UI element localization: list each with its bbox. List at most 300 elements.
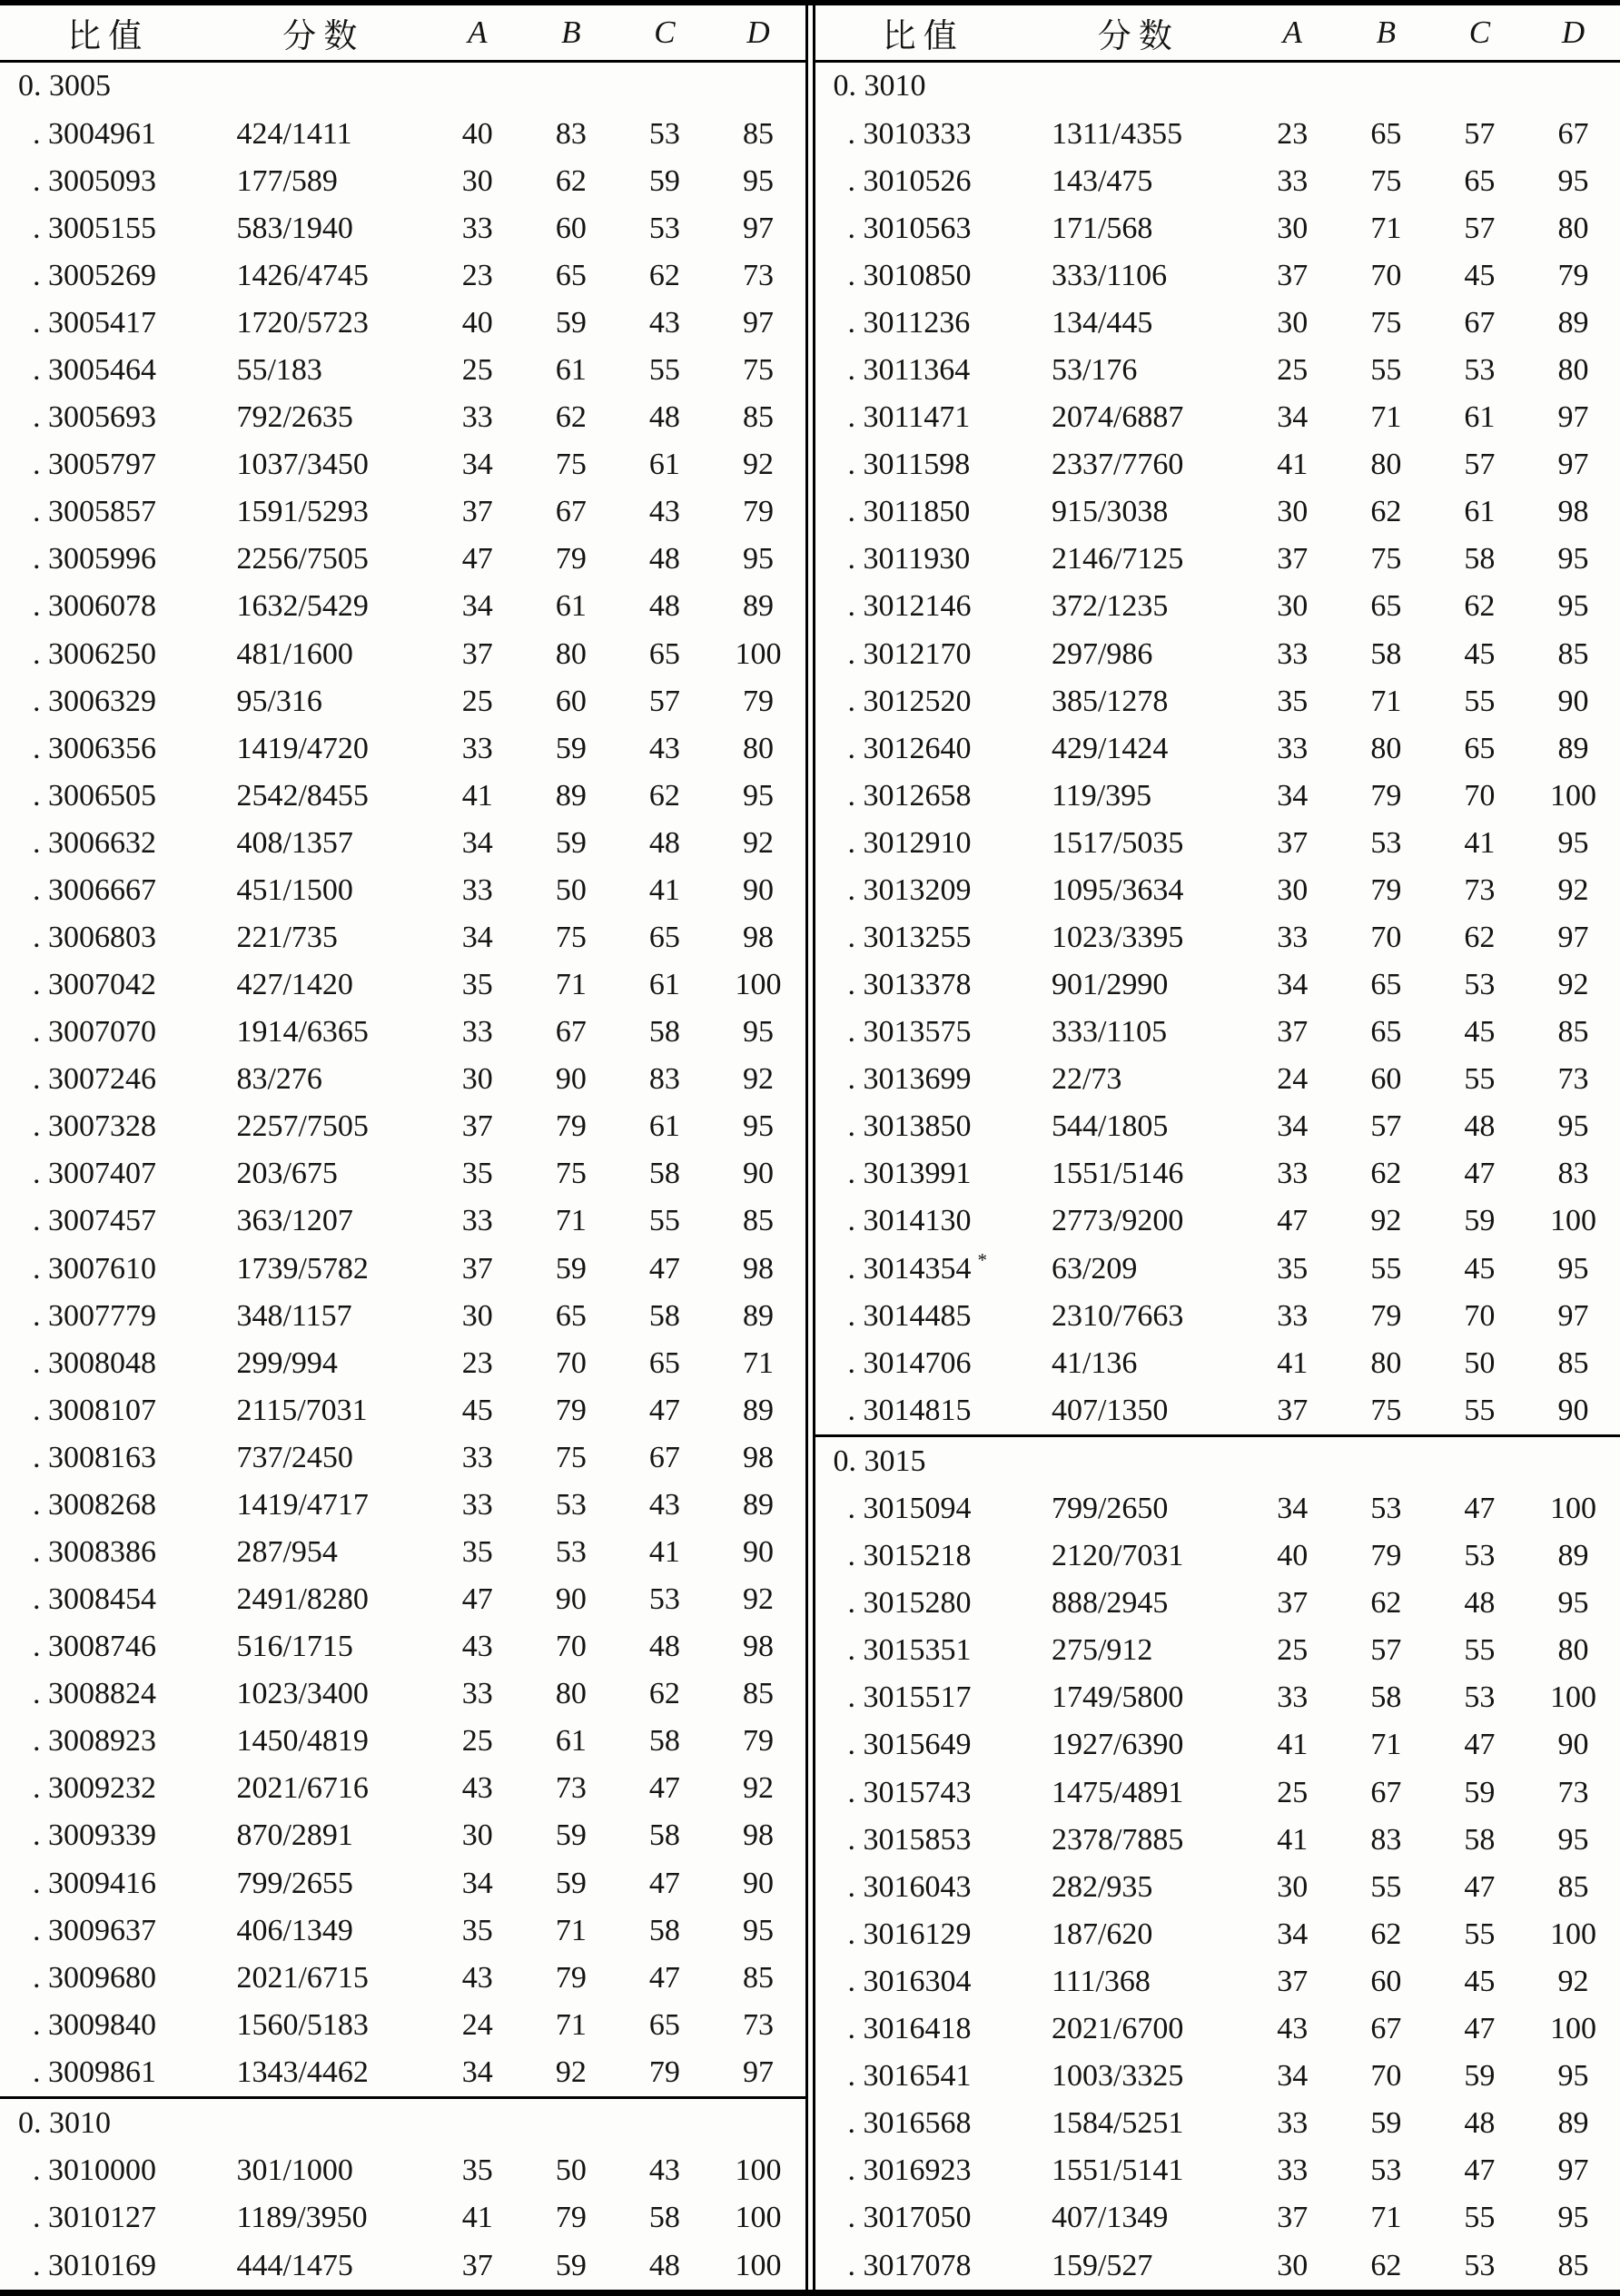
cell-a: 30 (1277, 495, 1309, 529)
cell-a: 33 (1277, 2106, 1309, 2141)
cell-ratio: . 3016923 (847, 2153, 972, 2188)
cell-c: 55 (1464, 1062, 1496, 1097)
cell-ratio: . 3011930 (847, 542, 971, 576)
cell-c: 47 (1464, 2153, 1496, 2188)
cell-ratio: . 3013575 (847, 1015, 972, 1049)
cell-a: 41 (1277, 448, 1309, 482)
cell-c: 43 (648, 305, 680, 340)
cell-ratio: . 3006667 (33, 872, 156, 907)
cell-c: 43 (648, 2153, 680, 2188)
cell-ratio: . 3006803 (33, 921, 156, 954)
cell-ratio: . 3005155 (33, 211, 156, 245)
cell-d: 97 (1557, 448, 1589, 482)
cell-ratio: . 3006632 (33, 825, 156, 860)
cell-ratio: . 3015280 (847, 1586, 972, 1621)
table-row (0, 1009, 805, 1056)
cell-a: 33 (1277, 2153, 1309, 2188)
cell-d: 73 (742, 258, 774, 292)
cell-d: 83 (1557, 1157, 1589, 1191)
cell-d: 85 (1557, 636, 1589, 671)
cell-a: 37 (1277, 542, 1309, 576)
cell-b: 59 (1370, 2106, 1402, 2141)
cell-b: 62 (1370, 1157, 1402, 1191)
cell-c: 45 (1464, 258, 1496, 292)
cell-ratio: . 3010333 (847, 116, 972, 151)
cell-c: 61 (1464, 495, 1496, 529)
cell-d: 95 (742, 1913, 774, 1947)
cell-a: 23 (1277, 116, 1309, 151)
cell-ratio: . 3005093 (33, 163, 156, 198)
cell-ratio: . 3011364 (847, 353, 971, 388)
cell-b: 59 (555, 1866, 587, 1900)
table-row (815, 1009, 1620, 1056)
cell-d: 90 (742, 1535, 774, 1570)
cell-ratio: . 3011598 (847, 448, 971, 482)
cell-fraction: 2256/7505 (236, 542, 369, 576)
cell-a: 24 (1277, 1062, 1309, 1097)
table-header-left (0, 5, 805, 62)
cell-a: 30 (1277, 305, 1309, 340)
table-row (815, 205, 1620, 252)
cell-c: 65 (648, 921, 680, 954)
cell-b: 65 (1370, 968, 1402, 1002)
cell-a: 37 (461, 636, 493, 671)
cell-b: 71 (555, 1913, 587, 1947)
cell-fraction: 2120/7031 (1051, 1539, 1184, 1573)
cell-c: 59 (648, 163, 680, 198)
cell-c: 47 (1464, 1157, 1496, 1191)
cell-fraction: 2257/7505 (236, 1109, 369, 1144)
cell-ratio: . 3005996 (33, 542, 156, 576)
table-row (815, 1864, 1620, 1911)
cell-d: 100 (1549, 1492, 1596, 1526)
table-row (815, 1246, 1620, 1293)
cell-ratio: . 3006356 (33, 731, 156, 765)
cell-fraction: 171/568 (1051, 211, 1153, 245)
table-row (0, 773, 805, 820)
cell-ratio: . 3005693 (33, 400, 156, 435)
cell-a: 33 (461, 400, 493, 435)
cell-a: 34 (461, 1866, 493, 1900)
cell-ratio: . 3007328 (33, 1109, 156, 1144)
cell-a: 23 (461, 1345, 493, 1380)
cell-ratio: . 3013209 (847, 872, 972, 907)
cell-ratio: . 3009680 (33, 1960, 156, 1995)
table-row (0, 1907, 805, 1955)
table-row (815, 1580, 1620, 1627)
cell-fraction: 1591/5293 (236, 495, 369, 529)
cell-ratio: . 3017078 (847, 2248, 972, 2282)
cell-c: 62 (648, 778, 680, 813)
table-row (0, 1340, 805, 1387)
table-row (0, 394, 805, 441)
cell-ratio: . 3009416 (33, 1866, 156, 1900)
cell-fraction: 63/209 (1051, 1251, 1138, 1286)
cell-b: 62 (1370, 495, 1402, 529)
header-row (0, 5, 805, 62)
cell-a: 33 (461, 1015, 493, 1049)
cell-c: 48 (648, 825, 680, 860)
cell-a: 43 (461, 1630, 493, 1664)
cell-b: 53 (1370, 2153, 1402, 2188)
cell-a: 33 (1277, 1298, 1309, 1333)
cell-a: 37 (1277, 1964, 1309, 1998)
cell-ratio: . 3012640 (847, 731, 972, 765)
cell-c: 53 (648, 211, 680, 245)
cell-b: 57 (1370, 1109, 1402, 1144)
cell-b: 79 (555, 2201, 587, 2235)
cell-b: 60 (555, 211, 587, 245)
cell-ratio: . 3005797 (33, 448, 156, 482)
cell-ratio: . 3014130 (847, 1204, 972, 1238)
cell-d: 85 (742, 116, 774, 151)
cell-ratio: . 3015094 (847, 1492, 972, 1526)
cell-fraction: 1343/4462 (236, 2055, 369, 2090)
cell-c: 65 (1464, 163, 1496, 198)
cell-d: 92 (742, 1062, 774, 1097)
cell-c: 47 (648, 1866, 680, 1900)
cell-a: 33 (461, 1440, 493, 1474)
cell-b: 70 (1370, 258, 1402, 292)
cell-ratio: . 3013255 (847, 921, 972, 954)
table-row (0, 820, 805, 867)
cell-c: 53 (648, 116, 680, 151)
cell-a: 47 (461, 1582, 493, 1617)
cell-ratio: . 3007042 (33, 968, 156, 1002)
cell-fraction: 2378/7885 (1051, 1822, 1184, 1857)
cell-c: 47 (1464, 1492, 1496, 1526)
cell-b: 55 (1370, 353, 1402, 388)
cell-d: 73 (742, 2007, 774, 2042)
table-row (815, 678, 1620, 725)
cell-ratio: . 3008824 (33, 1677, 156, 1711)
cell-fraction: 2115/7031 (236, 1393, 368, 1427)
cell-b: 79 (555, 542, 587, 576)
cell-fraction: 1720/5723 (236, 305, 369, 340)
cell-b: 75 (1370, 163, 1402, 198)
cell-b: 60 (1370, 1964, 1402, 1998)
cell-d: 90 (742, 1157, 774, 1191)
cell-c: 41 (1464, 825, 1496, 860)
cell-fraction: 119/395 (1051, 778, 1152, 813)
cell-c: 59 (1464, 2059, 1496, 2093)
cell-a: 35 (1277, 1251, 1309, 1286)
cell-c: 79 (648, 2055, 680, 2090)
cell-a: 37 (1277, 2201, 1309, 2235)
cell-d: 98 (742, 1818, 774, 1853)
cell-ratio: . 3008048 (33, 1345, 156, 1380)
cell-fraction: 1551/5141 (1051, 2153, 1184, 2188)
cell-ratio: . 3006078 (33, 589, 156, 624)
cell-fraction: 1003/3325 (1051, 2059, 1184, 2093)
cell-ratio: . 3010127 (33, 2201, 156, 2235)
cell-a: 35 (461, 1913, 493, 1947)
cell-a: 25 (461, 353, 493, 388)
cell-a: 33 (1277, 731, 1309, 765)
cell-a: 33 (1277, 921, 1309, 954)
cell-c: 48 (1464, 1109, 1496, 1144)
cell-ratio: . 3015649 (847, 1728, 972, 1762)
table-row (815, 1387, 1620, 1436)
cell-ratio: . 3012146 (847, 589, 972, 624)
table-row (0, 1246, 805, 1293)
cell-a: 41 (1277, 1345, 1309, 1380)
cell-b: 67 (555, 1015, 587, 1049)
cell-b: 70 (555, 1345, 587, 1380)
cell-d: 80 (742, 731, 774, 765)
cell-d: 95 (1557, 1109, 1589, 1144)
table-row (815, 488, 1620, 536)
cell-a: 30 (461, 163, 493, 198)
cell-c: 47 (1464, 1869, 1496, 1904)
cell-c: 70 (1464, 778, 1496, 813)
cell-ratio: . 3007070 (33, 1015, 156, 1049)
table-row (0, 867, 805, 914)
table-row (0, 111, 805, 158)
cell-fraction: 915/3038 (1051, 495, 1169, 529)
cell-a: 25 (461, 1724, 493, 1759)
cell-c: 55 (1464, 2201, 1496, 2235)
cell-ratio: . 3011471 (847, 400, 971, 435)
cell-d: 97 (742, 305, 774, 340)
section-row (815, 62, 1620, 111)
cell-fraction: 2074/6887 (1051, 400, 1184, 435)
cell-d: 92 (1557, 968, 1589, 1002)
cell-fraction: 1584/5251 (1051, 2106, 1184, 2141)
cell-b: 71 (1370, 211, 1402, 245)
column-header-b: B (524, 5, 617, 62)
cell-d: 92 (742, 1582, 774, 1617)
table-row (815, 1817, 1620, 1864)
cell-ratio: . 3016568 (847, 2106, 972, 2141)
cell-ratio: . 3005464 (33, 353, 156, 388)
cell-a: 37 (1277, 1586, 1309, 1621)
cell-b: 59 (555, 1818, 587, 1853)
cell-ratio: . 3006505 (33, 778, 156, 813)
table-row (815, 1627, 1620, 1674)
cell-ratio: . 3016304 (847, 1964, 972, 1998)
cell-fraction: 372/1235 (1051, 589, 1169, 624)
table-row (815, 1293, 1620, 1340)
cell-b: 75 (555, 1157, 587, 1191)
cell-d: 95 (1557, 1586, 1589, 1621)
table-row (0, 1576, 805, 1623)
table-row (815, 2053, 1620, 2100)
cell-d: 95 (1557, 1251, 1589, 1286)
table-row (0, 631, 805, 678)
cell-a: 34 (1277, 778, 1309, 813)
cell-ratio: . 3016129 (847, 1917, 972, 1951)
table-row (0, 961, 805, 1009)
cell-ratio: . 3009339 (33, 1818, 156, 1853)
cell-b: 75 (1370, 1394, 1402, 1428)
cell-c: 67 (1464, 305, 1496, 340)
cell-fraction: 177/589 (236, 163, 338, 198)
cell-ratio: . 3008268 (33, 1487, 156, 1522)
cell-c: 62 (1464, 921, 1496, 954)
cell-d: 95 (1557, 163, 1589, 198)
cell-ratio: . 3015743 (847, 1775, 972, 1809)
section-row (0, 62, 805, 111)
cell-d: 85 (1557, 1015, 1589, 1049)
cell-a: 30 (1277, 872, 1309, 907)
cell-fraction: 299/994 (236, 1345, 338, 1380)
cell-b: 65 (1370, 1015, 1402, 1049)
cell-a: 47 (461, 542, 493, 576)
cell-b: 60 (1370, 1062, 1402, 1097)
cell-fraction: 1927/6390 (1051, 1728, 1184, 1762)
table-row (815, 1150, 1620, 1197)
cell-d: 95 (742, 1015, 774, 1049)
cell-c: 43 (648, 495, 680, 529)
cell-d: 79 (742, 1724, 774, 1759)
cell-a: 33 (1277, 636, 1309, 671)
cell-c: 58 (648, 1298, 680, 1333)
cell-ratio: . 3015853 (847, 1822, 972, 1857)
cell-c: 55 (1464, 1633, 1496, 1668)
cell-fraction: 427/1420 (236, 968, 353, 1002)
cell-b: 92 (1370, 1204, 1402, 1238)
cell-d: 89 (742, 589, 774, 624)
cell-c: 43 (648, 1487, 680, 1522)
cell-b: 59 (555, 305, 587, 340)
cell-ratio: . 3007457 (33, 1204, 156, 1238)
cell-a: 25 (461, 684, 493, 718)
cell-a: 33 (461, 1487, 493, 1522)
cell-d: 95 (1557, 825, 1589, 860)
cell-c: 41 (648, 1535, 680, 1570)
cell-b: 80 (1370, 448, 1402, 482)
table-row (0, 2002, 805, 2049)
table-row (815, 773, 1620, 820)
cell-fraction: 424/1411 (236, 116, 352, 151)
cell-c: 55 (1464, 1917, 1496, 1951)
cell-fraction: 407/1350 (1051, 1394, 1169, 1428)
cell-d: 100 (1549, 1680, 1596, 1715)
cell-ratio: . 3008454 (33, 1582, 156, 1617)
cell-d: 92 (1557, 872, 1589, 907)
cell-fraction: 444/1475 (236, 2248, 353, 2282)
cell-c: 47 (1464, 1728, 1496, 1762)
cell-c: 53 (1464, 1680, 1496, 1715)
cell-b: 62 (1370, 2248, 1402, 2282)
cell-d: 80 (1557, 353, 1589, 388)
cell-d: 100 (1549, 2011, 1596, 2045)
table-row (815, 820, 1620, 867)
column-header-c: C (1433, 5, 1526, 62)
cell-d: 97 (742, 2055, 774, 2090)
cell-b: 65 (555, 258, 587, 292)
cell-a: 30 (461, 1298, 493, 1333)
cell-a: 30 (461, 1062, 493, 1097)
cell-d: 97 (1557, 1298, 1589, 1333)
cell-fraction: 1739/5782 (236, 1251, 369, 1286)
table-row (815, 1197, 1620, 1245)
cell-fraction: 429/1424 (1051, 731, 1169, 765)
cell-fraction: 2773/9200 (1051, 1204, 1184, 1238)
cell-fraction: 301/1000 (236, 2153, 353, 2188)
cell-a: 33 (461, 211, 493, 245)
table-row (0, 1623, 805, 1670)
cell-fraction: 1517/5035 (1051, 825, 1184, 860)
table-row (815, 1056, 1620, 1103)
cell-c: 58 (648, 1157, 680, 1191)
cell-c: 53 (1464, 2248, 1496, 2282)
cell-d: 100 (735, 2201, 782, 2235)
cell-c: 53 (1464, 968, 1496, 1002)
cell-d: 71 (742, 1345, 774, 1380)
cell-fraction: 451/1500 (236, 872, 353, 907)
cell-c: 50 (1464, 1345, 1496, 1380)
section-header: 0. 3010 (0, 2098, 805, 2147)
cell-b: 70 (1370, 921, 1402, 954)
cell-c: 58 (1464, 1822, 1496, 1857)
cell-d: 90 (742, 872, 774, 907)
ratio-table-right (815, 5, 1620, 2290)
cell-a: 40 (461, 305, 493, 340)
cell-a: 37 (1277, 825, 1309, 860)
cell-d: 85 (1557, 1869, 1589, 1904)
cell-fraction: 1311/4355 (1051, 116, 1183, 151)
cell-c: 53 (648, 1582, 680, 1617)
cell-a: 25 (1277, 1775, 1309, 1809)
cell-b: 55 (1370, 1251, 1402, 1286)
cell-b: 65 (1370, 116, 1402, 151)
column-header-ratio: 比值 (0, 5, 209, 62)
table-row (815, 441, 1620, 488)
table-row (815, 2194, 1620, 2242)
cell-fraction: 481/1600 (236, 636, 353, 671)
cell-ratio: . 3010563 (847, 211, 972, 245)
cell-a: 30 (1277, 589, 1309, 624)
table-row (815, 1721, 1620, 1769)
cell-fraction: 159/527 (1051, 2248, 1153, 2282)
cell-c: 83 (648, 1062, 680, 1097)
cell-fraction: 516/1715 (236, 1630, 353, 1664)
cell-ratio: . 3014354 * (847, 1249, 987, 1286)
cell-b: 80 (555, 636, 587, 671)
table-row (815, 1103, 1620, 1150)
table-row (815, 583, 1620, 630)
cell-d: 67 (1557, 116, 1589, 151)
cell-b: 75 (1370, 305, 1402, 340)
cell-d: 95 (742, 542, 774, 576)
cell-fraction: 737/2450 (236, 1440, 353, 1474)
cell-d: 80 (1557, 211, 1589, 245)
header-row (815, 5, 1620, 62)
cell-b: 70 (1370, 2059, 1402, 2093)
cell-fraction: 888/2945 (1051, 1586, 1169, 1621)
cell-fraction: 2021/6700 (1051, 2011, 1184, 2045)
cell-d: 89 (742, 1393, 774, 1427)
cell-d: 79 (742, 495, 774, 529)
cell-d: 73 (1557, 1775, 1589, 1809)
cell-d: 89 (742, 1298, 774, 1333)
cell-d: 92 (742, 825, 774, 860)
cell-a: 33 (1277, 1157, 1309, 1191)
cell-c: 48 (1464, 2106, 1496, 2141)
cell-c: 58 (648, 1724, 680, 1759)
cell-c: 62 (648, 258, 680, 292)
cell-a: 34 (1277, 2059, 1309, 2093)
cell-b: 75 (555, 1440, 587, 1474)
cell-d: 89 (1557, 2106, 1589, 2141)
cell-b: 79 (1370, 1539, 1402, 1573)
cell-a: 30 (461, 1818, 493, 1853)
cell-d: 95 (1557, 589, 1589, 624)
cell-a: 37 (461, 1109, 493, 1144)
cell-ratio: . 3012910 (847, 825, 972, 860)
